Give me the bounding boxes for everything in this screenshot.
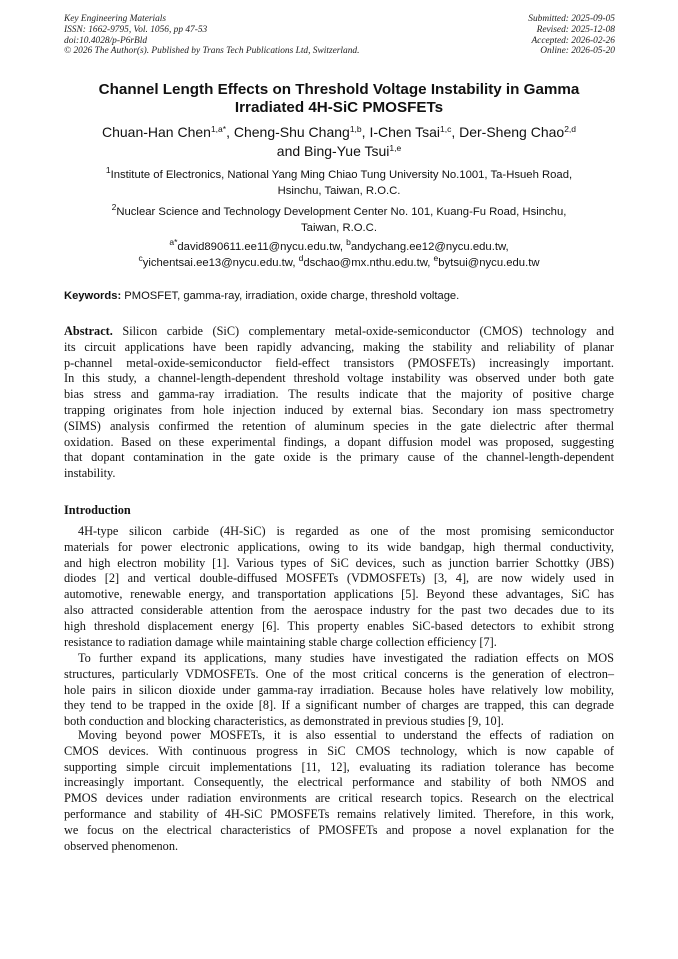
abstract-text: Silicon carbide (SiC) complementary metal-oxide-semiconductor (CMOS) technology and <box>112 324 614 338</box>
date-accepted: Accepted: 2026-02-26 <box>531 35 615 46</box>
journal-issn: ISSN: 1662-9795, Vol. 1056, pp 47-53 <box>64 24 208 35</box>
journal-doi: doi:10.4028/p-P6rBld <box>64 35 148 46</box>
affiliation-text: Nuclear Science and Technology Development Center No. 101, Kuang-Fu Road, Hsinchu, <box>116 206 567 218</box>
paragraph-line: hole pairs in silicon dioxide under gamma-ray irradiation. Because holes have relatively low mobility, <box>64 682 614 697</box>
abstract-line: p-channel metal-oxide-semiconductor field-effect transistors (PMOSFETs) increasingly important. <box>64 355 614 370</box>
date-online: Online: 2026-05-20 <box>540 46 615 57</box>
email-line <box>64 252 614 272</box>
abstract <box>64 324 614 482</box>
email-mark: a* <box>169 237 178 247</box>
paragraph-line: To further expand its applications, many studies have investigated the radiation effects on MOS <box>78 651 614 665</box>
author-affiliation-mark: 1,a* <box>210 124 227 134</box>
affiliation-line <box>64 202 614 221</box>
title-line: Channel Length Effects on Threshold Voltage Instability in Gamma <box>98 81 580 98</box>
email-mark: b <box>346 237 351 247</box>
paragraph-line: structures, particularly VDMOSFETs. One of the most critical concerns is the generation of electron– <box>64 666 614 681</box>
paragraph-line: supporting simple circuit implementations [11, 12], evaluating its radiation tolerance has become <box>64 759 614 774</box>
author-name: Cheng-Shu Chang <box>233 124 350 140</box>
abstract-line: that dopant contamination in the gate oxide is the primary cause of the channel-length-dependent <box>64 450 614 465</box>
date-revised: Revised: 2025-12-08 <box>536 24 615 35</box>
affiliation-line <box>64 165 614 184</box>
affiliation-mark: 1 <box>105 165 111 175</box>
email-address[interactable]: yichentsai.ee13@nycu.edu.tw, <box>142 256 299 269</box>
keywords-label: Keywords: <box>64 290 122 302</box>
author-line: Chuan-Han Chen$^{1,a*}$, Cheng-Shu Chang$^{1,b}$, I-Chen Tsai$^{1,c}$, Der-Sheng Chao$^{2,d}$ <box>101 124 577 140</box>
email-address[interactable]: david890611.ee11@nycu.edu.tw, <box>177 241 347 253</box>
date-submitted: Submitted: 2025-09-05 <box>528 14 615 24</box>
paragraph-line: and high electron mobility [1]. Various types of SiC devices, such as junction barrier Schottky (JBS) <box>64 555 614 570</box>
journal-name: Key Engineering Materials <box>64 14 167 24</box>
author-affiliation-mark: 1,c <box>440 124 452 134</box>
paragraph-line: automotive, renewable energy, and transportation applications [5]. Beyond these advantages, SiC has <box>64 587 614 602</box>
affiliation-1 <box>64 165 614 199</box>
journal-info <box>64 14 359 57</box>
abstract-line: (SIMS) analysis confirmed the retention of aluminum species in the gate dielectric after thermal <box>64 418 614 433</box>
abstract-line: its circuit applications have been rapidly advancing, making the stability and reliability of planar <box>64 339 614 354</box>
author-affiliation-mark: 1,e <box>389 143 402 153</box>
abstract-line: In this study, a channel-length-dependent threshold voltage instability was observed under both gate <box>64 371 614 386</box>
email-address[interactable]: bytsui@nycu.edu.tw <box>438 256 540 269</box>
intro-paragraph-2 <box>64 651 614 730</box>
intro-paragraph-1 <box>64 524 614 650</box>
keywords <box>64 289 614 303</box>
journal-copyright: © 2026 The Author(s). Published by Trans Tech Publications Ltd, Switzerland. <box>64 46 360 57</box>
paragraph-line: resistance to radiation damage while maintaining stable charge collection efficiency [7]. <box>64 634 497 649</box>
paragraph-line: both conduction and blocking characteristics, as demonstrated in previous studies [9, 10]. <box>64 714 504 729</box>
author-name: Chuan-Han Chen <box>101 124 211 140</box>
author-line <box>58 142 620 161</box>
email-address[interactable]: andychang.ee12@nycu.edu.tw, <box>350 241 509 253</box>
affiliation-line: Hsinchu, Taiwan, R.O.C. <box>277 184 401 197</box>
author-affiliation-mark: 1,b <box>349 124 362 134</box>
intro-paragraph-3 <box>64 728 614 854</box>
author-list <box>58 123 620 161</box>
affiliation-2 <box>64 202 614 236</box>
keywords-text: PMOSFET, gamma-ray, irradiation, oxide charge, threshold voltage. <box>121 290 460 302</box>
author-conjunction: and <box>276 143 305 159</box>
abstract-line: bias stress and gamma-ray irradiation. The results indicate that the majority of positive charge <box>64 387 614 402</box>
abstract-line <box>64 324 614 340</box>
paragraph-line: 4H-type silicon carbide (4H-SiC) is regarded as one of the most promising semiconductor <box>78 524 614 538</box>
paragraph-line: materials for power electronic applications, owing to its wide bandgap, high thermal conductivity, <box>64 539 614 554</box>
author-emails <box>64 237 614 271</box>
author-affiliation-mark: 2,d <box>564 124 577 134</box>
email-mark: c <box>138 252 143 263</box>
abstract-line: oxidation. Based on these experimental findings, a dopant diffusion model was proposed, suggesting <box>64 434 614 449</box>
paragraph-line: CMOS devices. With continuous progress in SiC CMOS technology, which is now capable of <box>64 743 614 758</box>
paragraph-line: performance and stability of 4H-SiC PMOSFETs remains relatively limited. Therefore, in this work, <box>64 806 614 821</box>
abstract-label: Abstract. <box>64 324 113 338</box>
paragraph-line: we focus on the electrical characteristics of PMOSFETs and propose a novel explanation for the <box>64 822 614 837</box>
title-line: Irradiated 4H-SiC PMOSFETs <box>234 99 444 116</box>
author-name: Bing-Yue Tsui <box>304 143 390 159</box>
email-mark: e <box>433 252 439 263</box>
email-line <box>64 237 614 256</box>
paragraph-line: increasingly important. Consequently, the electrical performance and stability of both NMOS and <box>64 775 614 790</box>
abstract-line: trapping originates from hole injection induced by external bias. Secondary ion mass spectrometry <box>64 402 614 417</box>
affiliation-mark: 2 <box>111 202 117 212</box>
affiliation-text: Institute of Electronics, National Yang Ming Chiao Tung University No.1001, Ta-Hsueh Road, <box>110 169 573 181</box>
author-name: I-Chen Tsai <box>369 124 440 140</box>
paragraph-line: Moving beyond power MOSFETs, it is also essential to understand the effects of radiation on <box>78 728 614 742</box>
affiliation-line: Taiwan, R.O.C. <box>301 221 377 234</box>
abstract-line: instability. <box>64 466 116 481</box>
paragraph-line: they tend to be trapped in the oxide [8]. If a significant number of charges are trapped, this can degrade <box>64 698 614 713</box>
author-name: Der-Sheng Chao <box>459 124 565 140</box>
publication-dates <box>528 14 615 57</box>
email-mark: d <box>298 252 304 263</box>
paragraph-line: also attracted considerable attention from the aerospace industry for the past two decades due to its <box>64 602 614 617</box>
paragraph-line: high threshold displacement energy [6]. This property enables SiC-based detectors to exhibit strong <box>64 618 614 633</box>
paragraph-line: diodes [2] and vertical double-diffused MOSFETs (VDMOSFETs) [3, 4], are now widely used in <box>64 571 614 586</box>
section-heading-introduction: Introduction <box>64 503 131 517</box>
paragraph-line: PMOS devices under radiation environments are critical research topics. Research on the electrical <box>64 791 614 806</box>
paragraph-line: observed phenomenon. <box>64 838 179 853</box>
paper-title <box>64 81 614 117</box>
email-address[interactable]: dschao@mx.nthu.edu.tw, <box>303 256 434 269</box>
